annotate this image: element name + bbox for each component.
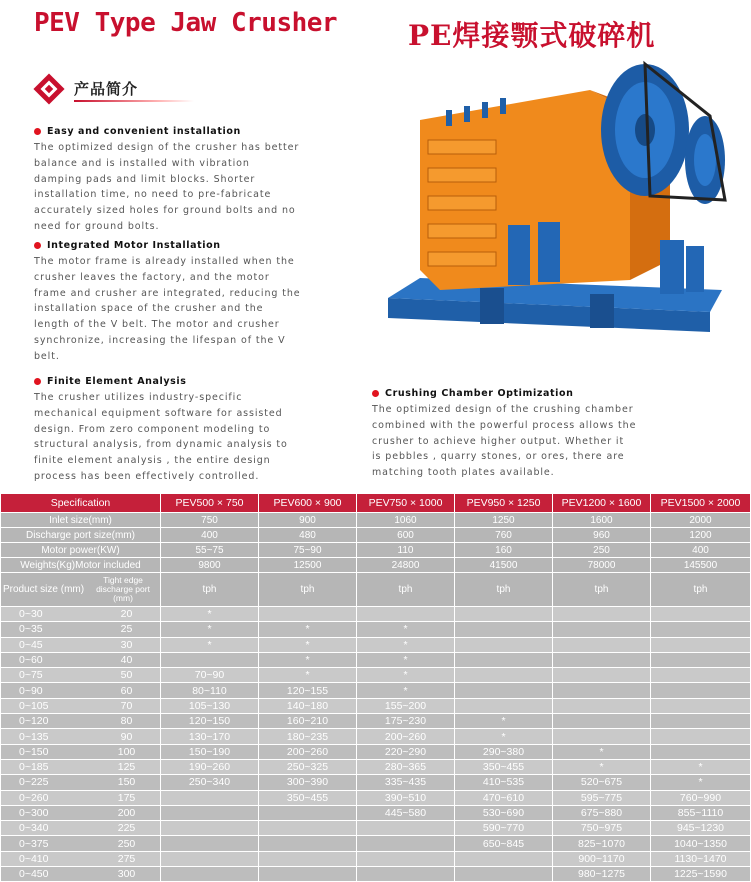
model-header: PEV950 × 1250 bbox=[455, 494, 553, 513]
capacity-cell bbox=[161, 851, 259, 866]
capacity-cell bbox=[651, 652, 751, 667]
capacity-cell bbox=[455, 652, 553, 667]
capacity-cell bbox=[259, 851, 357, 866]
param-value: 900 bbox=[259, 513, 357, 528]
capacity-cell bbox=[455, 851, 553, 866]
capacity-cell bbox=[553, 729, 651, 744]
table-header-row bbox=[1, 494, 751, 513]
capacity-cell bbox=[651, 729, 751, 744]
param-value: 400 bbox=[651, 543, 751, 558]
capacity-cell bbox=[455, 683, 553, 698]
capacity-cell bbox=[259, 805, 357, 820]
param-value: 480 bbox=[259, 528, 357, 543]
capacity-cell: 335~435 bbox=[357, 775, 455, 790]
param-label: Motor power(KW) bbox=[1, 543, 161, 558]
feature-title: Easy and convenient installation bbox=[47, 125, 241, 137]
capacity-cell: 350~455 bbox=[455, 759, 553, 774]
feature-body: The optimized design of the crusher has better balance and is installed with vibration damping pads and limit blocks. Shorter installation time, no need to pre-fabricate accurately sized holes for ground bolts and no need for ground bolts. bbox=[34, 142, 300, 232]
capacity-cell: 70~90 bbox=[161, 668, 259, 683]
capacity-cell bbox=[651, 714, 751, 729]
capacity-cell bbox=[455, 698, 553, 713]
param-value: 78000 bbox=[553, 558, 651, 573]
intro-label: 产品简介 bbox=[74, 80, 139, 98]
param-label: Discharge port size(mm) bbox=[1, 528, 161, 543]
jaw-crusher-image bbox=[380, 50, 730, 340]
capacity-cell bbox=[455, 668, 553, 683]
capacity-cell: 130~170 bbox=[161, 729, 259, 744]
capacity-cell: * bbox=[455, 729, 553, 744]
capacity-cell: 200~260 bbox=[259, 744, 357, 759]
capacity-cell: 250~340 bbox=[161, 775, 259, 790]
capacity-cell: * bbox=[259, 637, 357, 652]
capacity-cell: 80~110 bbox=[161, 683, 259, 698]
model-header: PEV1500 × 2000 bbox=[651, 494, 751, 513]
capacity-cell bbox=[259, 821, 357, 836]
product-size: 0~105 bbox=[19, 699, 49, 712]
capacity-cell bbox=[161, 867, 259, 882]
table-row bbox=[1, 790, 751, 805]
product-size: 0~225 bbox=[19, 776, 49, 789]
product-size: 0~185 bbox=[19, 761, 49, 774]
capacity-cell: 250~325 bbox=[259, 759, 357, 774]
feature-title: Crushing Chamber Optimization bbox=[385, 387, 574, 399]
model-header: PEV1200 × 1600 bbox=[553, 494, 651, 513]
discharge-port: 90 bbox=[120, 730, 133, 743]
capacity-cell: 155~200 bbox=[357, 698, 455, 713]
capacity-cell bbox=[553, 637, 651, 652]
capacity-cell: 595~775 bbox=[553, 790, 651, 805]
capacity-cell bbox=[455, 622, 553, 637]
capacity-cell bbox=[259, 836, 357, 851]
param-value: 250 bbox=[553, 543, 651, 558]
param-row bbox=[1, 513, 751, 528]
product-size: 0~30 bbox=[19, 608, 43, 621]
capacity-cell: 280~365 bbox=[357, 759, 455, 774]
title-english: PEV Type Jaw Crusher bbox=[34, 8, 338, 38]
capacity-cell: 1130~1470 bbox=[651, 851, 751, 866]
capacity-cell bbox=[651, 637, 751, 652]
capacity-cell bbox=[651, 668, 751, 683]
product-size: 0~90 bbox=[19, 684, 43, 697]
capacity-cell bbox=[455, 637, 553, 652]
capacity-cell: * bbox=[357, 668, 455, 683]
table-row bbox=[1, 683, 751, 698]
spec-table bbox=[0, 493, 751, 882]
capacity-cell: 825~1070 bbox=[553, 836, 651, 851]
table-row bbox=[1, 714, 751, 729]
discharge-port: 175 bbox=[117, 791, 136, 804]
discharge-port: 250 bbox=[117, 837, 136, 850]
capacity-cell bbox=[455, 867, 553, 882]
param-value: 760 bbox=[455, 528, 553, 543]
capacity-cell: * bbox=[651, 775, 751, 790]
discharge-port: 20 bbox=[120, 608, 133, 621]
param-row bbox=[1, 528, 751, 543]
bullet-dot-icon bbox=[34, 242, 41, 249]
feature-body: The optimized design of the crushing chamber combined with the powerful process allows the crusher to achieve higher output. Whether it is pebbles , quarry stones, or ores, there are matching tooth plates available. bbox=[372, 404, 637, 479]
capacity-cell: * bbox=[259, 622, 357, 637]
capacity-cell: 1225~1590 bbox=[651, 867, 751, 882]
capacity-cell: 675~880 bbox=[553, 805, 651, 820]
param-label: Inlet size(mm) bbox=[1, 513, 161, 528]
capacity-cell bbox=[357, 867, 455, 882]
product-size: 0~35 bbox=[19, 623, 43, 636]
capacity-cell: * bbox=[651, 759, 751, 774]
discharge-port: 25 bbox=[120, 623, 133, 636]
discharge-port: 40 bbox=[120, 654, 133, 667]
capacity-cell: * bbox=[161, 607, 259, 622]
param-value: 75~90 bbox=[259, 543, 357, 558]
capacity-cell: 945~1230 bbox=[651, 821, 751, 836]
param-value: 1200 bbox=[651, 528, 751, 543]
capacity-cell: 105~130 bbox=[161, 698, 259, 713]
discharge-port: 200 bbox=[117, 807, 136, 819]
table-row bbox=[1, 805, 751, 820]
size-header-row bbox=[1, 573, 751, 607]
product-size: 0~340 bbox=[19, 822, 49, 835]
capacity-cell: * bbox=[553, 759, 651, 774]
capacity-cell: * bbox=[455, 714, 553, 729]
product-size: 0~75 bbox=[19, 669, 43, 682]
intro-heading bbox=[30, 74, 170, 106]
feature-title: Integrated Motor Installation bbox=[47, 239, 221, 251]
feature-body: The motor frame is already installed when the crusher leaves the factory, and the motor frame and crusher are integrated, reducing the installation space of the crusher and the length of the V belt. The motor and crusher synchronize, increasing the lifespan of the V belt. bbox=[34, 256, 301, 362]
param-value: 1600 bbox=[553, 513, 651, 528]
capacity-cell: 390~510 bbox=[357, 790, 455, 805]
capacity-cell bbox=[651, 744, 751, 759]
discharge-port: 80 bbox=[120, 715, 133, 728]
param-value: 750 bbox=[161, 513, 259, 528]
discharge-port: 150 bbox=[117, 776, 136, 789]
discharge-port: 50 bbox=[120, 669, 133, 682]
param-value: 9800 bbox=[161, 558, 259, 573]
capacity-cell bbox=[455, 607, 553, 622]
discharge-port: 125 bbox=[117, 761, 136, 774]
capacity-cell: 220~290 bbox=[357, 744, 455, 759]
tight-edge-header: Tight edge discharge port (mm) bbox=[96, 575, 150, 603]
capacity-cell bbox=[553, 683, 651, 698]
capacity-cell bbox=[259, 867, 357, 882]
capacity-cell: 350~455 bbox=[259, 790, 357, 805]
param-row bbox=[1, 558, 751, 573]
capacity-cell bbox=[357, 607, 455, 622]
capacity-cell: 855~1110 bbox=[651, 805, 751, 820]
discharge-port: 275 bbox=[117, 852, 136, 865]
unit-header: tph bbox=[259, 573, 357, 607]
bullet-dot-icon bbox=[372, 390, 379, 397]
product-size: 0~260 bbox=[19, 791, 49, 804]
capacity-cell: * bbox=[161, 622, 259, 637]
unit-header: tph bbox=[455, 573, 553, 607]
table-row bbox=[1, 637, 751, 652]
capacity-cell: 980~1275 bbox=[553, 867, 651, 882]
capacity-cell bbox=[553, 668, 651, 683]
table-row bbox=[1, 668, 751, 683]
param-value: 160 bbox=[455, 543, 553, 558]
table-row bbox=[1, 851, 751, 866]
title-chinese: PE焊接颚式破碎机 bbox=[408, 19, 656, 52]
capacity-cell: 190~260 bbox=[161, 759, 259, 774]
unit-header: tph bbox=[357, 573, 455, 607]
param-value: 41500 bbox=[455, 558, 553, 573]
capacity-cell: 200~260 bbox=[357, 729, 455, 744]
param-value: 110 bbox=[357, 543, 455, 558]
table-row bbox=[1, 867, 751, 882]
table-row bbox=[1, 836, 751, 851]
capacity-cell bbox=[161, 836, 259, 851]
feature-chamber bbox=[372, 386, 692, 481]
capacity-cell bbox=[357, 851, 455, 866]
spec-header: Specification bbox=[1, 494, 161, 513]
capacity-cell: * bbox=[357, 637, 455, 652]
capacity-cell bbox=[651, 607, 751, 622]
product-size: 0~450 bbox=[19, 868, 49, 881]
product-size: 0~410 bbox=[19, 852, 49, 865]
capacity-cell: 650~845 bbox=[455, 836, 553, 851]
table-row bbox=[1, 759, 751, 774]
capacity-cell bbox=[553, 607, 651, 622]
feature-title: Finite Element Analysis bbox=[47, 375, 187, 387]
capacity-cell: 150~190 bbox=[161, 744, 259, 759]
param-value: 2000 bbox=[651, 513, 751, 528]
unit-header: tph bbox=[651, 573, 751, 607]
table-row bbox=[1, 622, 751, 637]
capacity-cell bbox=[553, 652, 651, 667]
capacity-cell bbox=[161, 652, 259, 667]
capacity-cell: * bbox=[553, 744, 651, 759]
capacity-cell bbox=[161, 790, 259, 805]
capacity-cell bbox=[651, 683, 751, 698]
discharge-port: 30 bbox=[120, 638, 133, 651]
product-size: 0~150 bbox=[19, 745, 49, 758]
capacity-cell: 760~990 bbox=[651, 790, 751, 805]
capacity-cell: 750~975 bbox=[553, 821, 651, 836]
capacity-cell bbox=[161, 821, 259, 836]
param-value: 400 bbox=[161, 528, 259, 543]
capacity-cell bbox=[553, 714, 651, 729]
capacity-cell bbox=[651, 622, 751, 637]
table-row bbox=[1, 607, 751, 622]
product-size: 0~375 bbox=[19, 837, 49, 850]
table-row bbox=[1, 775, 751, 790]
param-value: 600 bbox=[357, 528, 455, 543]
capacity-cell: 175~230 bbox=[357, 714, 455, 729]
capacity-cell: * bbox=[259, 668, 357, 683]
capacity-cell: 445~580 bbox=[357, 805, 455, 820]
capacity-cell: * bbox=[259, 652, 357, 667]
capacity-cell: 900~1170 bbox=[553, 851, 651, 866]
capacity-cell: 590~770 bbox=[455, 821, 553, 836]
capacity-cell bbox=[259, 607, 357, 622]
table-row bbox=[1, 729, 751, 744]
capacity-cell: 300~390 bbox=[259, 775, 357, 790]
capacity-cell: 520~675 bbox=[553, 775, 651, 790]
param-value: 24800 bbox=[357, 558, 455, 573]
param-row bbox=[1, 543, 751, 558]
unit-header: tph bbox=[553, 573, 651, 607]
discharge-port: 300 bbox=[117, 868, 136, 881]
discharge-port: 100 bbox=[117, 745, 136, 758]
capacity-cell bbox=[357, 821, 455, 836]
table-row bbox=[1, 744, 751, 759]
model-header: PEV600 × 900 bbox=[259, 494, 357, 513]
param-value: 1060 bbox=[357, 513, 455, 528]
capacity-cell: * bbox=[357, 622, 455, 637]
capacity-cell: * bbox=[357, 652, 455, 667]
discharge-port: 60 bbox=[120, 684, 133, 697]
capacity-cell: 140~180 bbox=[259, 698, 357, 713]
param-value: 12500 bbox=[259, 558, 357, 573]
product-size: 0~120 bbox=[19, 715, 49, 728]
capacity-cell: 410~535 bbox=[455, 775, 553, 790]
intro-underline bbox=[74, 100, 194, 102]
product-size: 0~60 bbox=[19, 654, 43, 667]
model-header: PEV500 × 750 bbox=[161, 494, 259, 513]
param-value: 145500 bbox=[651, 558, 751, 573]
capacity-cell: 160~210 bbox=[259, 714, 357, 729]
product-size: 0~45 bbox=[19, 638, 43, 651]
capacity-cell bbox=[357, 836, 455, 851]
param-value: 55~75 bbox=[161, 543, 259, 558]
capacity-cell: 290~380 bbox=[455, 744, 553, 759]
capacity-cell: 470~610 bbox=[455, 790, 553, 805]
table-row bbox=[1, 821, 751, 836]
bullet-dot-icon bbox=[34, 128, 41, 135]
capacity-cell bbox=[651, 698, 751, 713]
bullet-dot-icon bbox=[34, 378, 41, 385]
feature-installation bbox=[34, 124, 334, 235]
capacity-cell: 120~155 bbox=[259, 683, 357, 698]
param-value: 1250 bbox=[455, 513, 553, 528]
capacity-cell: 180~235 bbox=[259, 729, 357, 744]
product-size: 0~135 bbox=[19, 730, 49, 743]
param-value: 960 bbox=[553, 528, 651, 543]
feature-fea bbox=[34, 374, 334, 485]
table-row bbox=[1, 698, 751, 713]
capacity-cell bbox=[553, 622, 651, 637]
product-size-header: Product size (mm) bbox=[2, 584, 85, 595]
unit-header: tph bbox=[161, 573, 259, 607]
feature-body: The crusher utilizes industry-specific mechanical equipment software for assisted design. From zero component modeling to structural analysis, from dynamic analysis to finite element analysis , the entire design process has been effectively controlled. bbox=[34, 392, 288, 482]
product-size: 0~300 bbox=[19, 807, 49, 819]
model-header: PEV750 × 1000 bbox=[357, 494, 455, 513]
table-row bbox=[1, 652, 751, 667]
capacity-cell: * bbox=[357, 683, 455, 698]
discharge-port: 225 bbox=[117, 822, 136, 835]
capacity-cell: 1040~1350 bbox=[651, 836, 751, 851]
capacity-cell: * bbox=[161, 637, 259, 652]
capacity-cell: 530~690 bbox=[455, 805, 553, 820]
discharge-port: 70 bbox=[120, 699, 133, 712]
feature-motor bbox=[34, 238, 334, 365]
param-label: Weights(Kg)Motor included bbox=[1, 558, 161, 573]
capacity-cell bbox=[553, 698, 651, 713]
capacity-cell: 120~150 bbox=[161, 714, 259, 729]
capacity-cell bbox=[161, 805, 259, 820]
